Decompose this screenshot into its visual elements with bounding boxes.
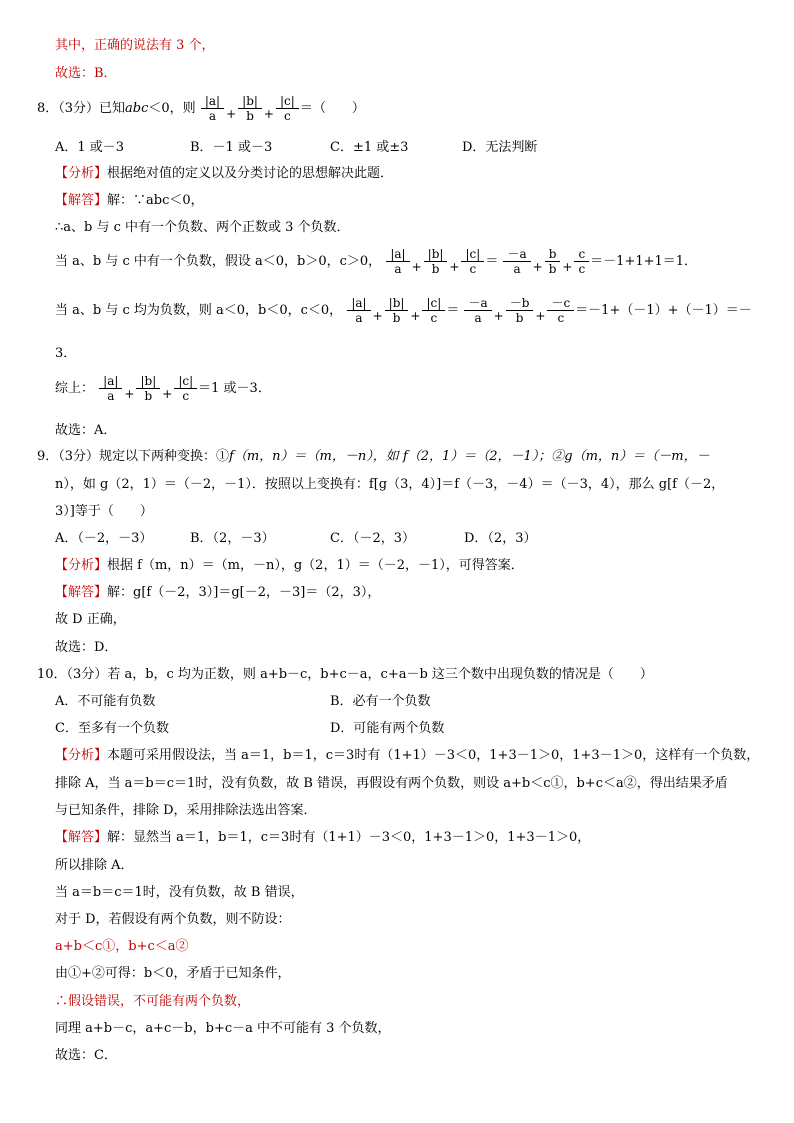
solution-text: 解：g[f（－2，3）]＝g[－2，－3]＝（2，3）， — [107, 585, 381, 600]
fraction: | $\frac{b |}{b}$ — [238, 94, 262, 123]
solution-tag: 【解答】 — [55, 830, 108, 845]
option-b: B．必有一个负数 — [330, 694, 431, 709]
q8-eq: ＝（ ） — [299, 101, 365, 116]
plus: + — [411, 260, 422, 274]
solution-text: 解：显然当 a＝1，b＝1，c＝3时有（1+1）－3＜0，1+3－1＞0，1+3－1＞0， — [107, 830, 591, 845]
q8-var: abc — [125, 101, 149, 116]
option-d: D．可能有两个负数 — [330, 721, 445, 736]
q9-label: 9．（3分）规定以下两种变换：① — [37, 449, 230, 464]
text-line: 同理 a+b－c，a+c－b，b+c－a 中不可能有 3 个负数， — [55, 1021, 391, 1036]
plus: + — [493, 309, 504, 323]
plus: + — [263, 107, 274, 121]
option-a: A．（－2，－3） — [55, 531, 153, 546]
plus: + — [372, 309, 383, 323]
text-line: n），如 g（2，1）＝（－2，－1）．按照以上变换有：f[g（3，4）]＝f（－3，－4）＝（－3，4），那么 g[f（－2， — [55, 477, 725, 492]
analysis-tag: 【分析】 — [55, 558, 108, 573]
fraction: | $\frac{b |}{b}$ — [424, 247, 448, 276]
text-span: 综上： — [55, 381, 95, 396]
text-line — [55, 374, 271, 409]
analysis — [55, 166, 393, 182]
text-line: 排除 A，当 a＝b＝c＝1时，没有负数，故 B 错误，再假设有两个负数，则设 a+b＜c①，b+c＜a②，得出结果矛盾 — [55, 776, 728, 791]
text-span: ＝1 或－3． — [198, 381, 271, 396]
text-line: 对于 D，若假设有两个负数，则不防设： — [55, 912, 291, 927]
analysis-text: 根据绝对值的定义以及分类讨论的思想解决此题． — [107, 166, 394, 181]
solution — [55, 193, 204, 209]
text-line: 故选：A． — [55, 423, 117, 438]
option-a: A．1 或－3 — [55, 140, 125, 155]
text-span: 当 a、b 与 c 中有一个负数，假设 a＜0，b＞0，c＞0， — [55, 254, 382, 269]
text-span: ＝－1+1+1＝1． — [590, 254, 698, 269]
text-line — [55, 247, 697, 282]
equals: ＝ — [485, 254, 499, 269]
text-span: 当 a、b 与 c 均为负数，则 a＜0，b＜0，c＜0， — [55, 303, 343, 318]
option-a: A．不可能有负数 — [55, 694, 156, 709]
solution — [55, 830, 590, 846]
text-line: 故选：B． — [55, 66, 117, 81]
analysis-tag: 【分析】 — [55, 166, 108, 181]
fraction: | $\frac{a |}{a}$ — [99, 374, 122, 403]
text-line: 所以排除 A． — [55, 858, 134, 873]
fraction: $\frac{b}{b}$ — [545, 247, 561, 276]
text-line — [55, 296, 752, 331]
option-c: C．±1 或±3 — [330, 140, 409, 155]
fraction: | $\frac{c |}{c}$ — [422, 296, 445, 325]
text-line: 3）]等于（ ） — [55, 504, 153, 519]
fraction: | $\frac{a |}{a}$ — [347, 296, 370, 325]
analysis-text: 本题可采用假设法，当 a＝1，b＝1，c＝3时有（1+1）－3＜0，1+3－1＞0，1+3－1＞0，这样有一个负数， — [107, 748, 760, 763]
fraction: | $\frac{a |}{a}$ — [386, 247, 409, 276]
analysis — [55, 558, 524, 574]
text-line: 故选：C． — [55, 1048, 117, 1063]
solution — [55, 585, 380, 601]
option-d: D．无法判断 — [462, 140, 538, 155]
fraction: $\frac{c}{c}$ — [574, 247, 589, 276]
analysis-text: 根据 f（m，n）＝（m，－n），g（2，1）＝（－2，－1），可得答案． — [107, 558, 524, 573]
text-line: 故选：D． — [55, 640, 118, 655]
fraction: | $\frac{a |}{a}$ — [201, 94, 224, 123]
solution-tag: 【解答】 — [55, 193, 108, 208]
option-d: D．（2，3） — [464, 531, 537, 546]
fraction: $\frac{-b}{b}$ — [506, 296, 534, 325]
plus: + — [535, 309, 546, 323]
fraction: | $\frac{c |}{c}$ — [276, 94, 299, 123]
text-line: 其中，正确的说法有 3 个， — [55, 38, 215, 53]
q9-text: f（m，n）＝（m，－n），如 f（2，1）＝（2，－1）；②g（m，n）＝（－m，－ — [229, 449, 710, 464]
question-9 — [37, 449, 710, 465]
option-c: C．（－2，3） — [330, 531, 415, 546]
equals: ＝ — [446, 303, 460, 318]
plus: + — [162, 387, 173, 401]
plus: + — [124, 387, 135, 401]
option-b: B．－1 或－3 — [190, 140, 273, 155]
text-span: ＝－1+（－1）+（－1）＝－ — [575, 303, 752, 318]
text-line: 与已知条件，排除 D，采用排除法选出答案． — [55, 803, 317, 818]
fraction: $\frac{-a}{a}$ — [464, 296, 491, 325]
text-line: 由①+②可得：b＜0，矛盾于已知条件， — [55, 966, 291, 981]
fraction: $\frac{-a}{a}$ — [503, 247, 530, 276]
analysis-tag: 【分析】 — [55, 748, 108, 763]
text-line: ∴假设错误，不可能有两个负数， — [55, 994, 251, 1009]
plus: + — [410, 309, 421, 323]
q8-cond: ＜0，则 — [148, 101, 196, 116]
text-line: a+b＜c①，b+c＜a② — [55, 939, 189, 954]
solution-text: 解：∵abc＜0， — [107, 193, 204, 208]
text-line: 3． — [55, 346, 77, 361]
fraction: | $\frac{b |}{b}$ — [385, 296, 409, 325]
option-c: C．至多有一个负数 — [55, 721, 169, 736]
option-b: B．（2，－3） — [190, 531, 275, 546]
plus: + — [449, 260, 460, 274]
question-10: 10．（3分）若 a，b，c 均为正数，则 a+b－c，b+c－a，c+a－b 这三个数中出现负数的情况是（ ） — [37, 667, 653, 682]
plus: + — [562, 260, 573, 274]
q8-label: 8．（3分）已知 — [37, 101, 126, 116]
question-8 — [37, 94, 365, 129]
analysis — [55, 748, 759, 764]
fraction: | $\frac{c |}{c}$ — [174, 374, 197, 403]
fraction: | $\frac{b |}{b}$ — [136, 374, 160, 403]
text-line: 故 D 正确， — [55, 612, 126, 627]
solution-tag: 【解答】 — [55, 585, 108, 600]
fraction: $\frac{-c}{c}$ — [547, 296, 574, 325]
plus: + — [226, 107, 237, 121]
plus: + — [532, 260, 543, 274]
text-line: 当 a＝b＝c＝1时，没有负数，故 B 错误， — [55, 885, 304, 900]
text-line: ∴a、b 与 c 中有一个负数、两个正数或 3 个负数． — [55, 220, 350, 235]
fraction: | $\frac{c |}{c}$ — [461, 247, 484, 276]
